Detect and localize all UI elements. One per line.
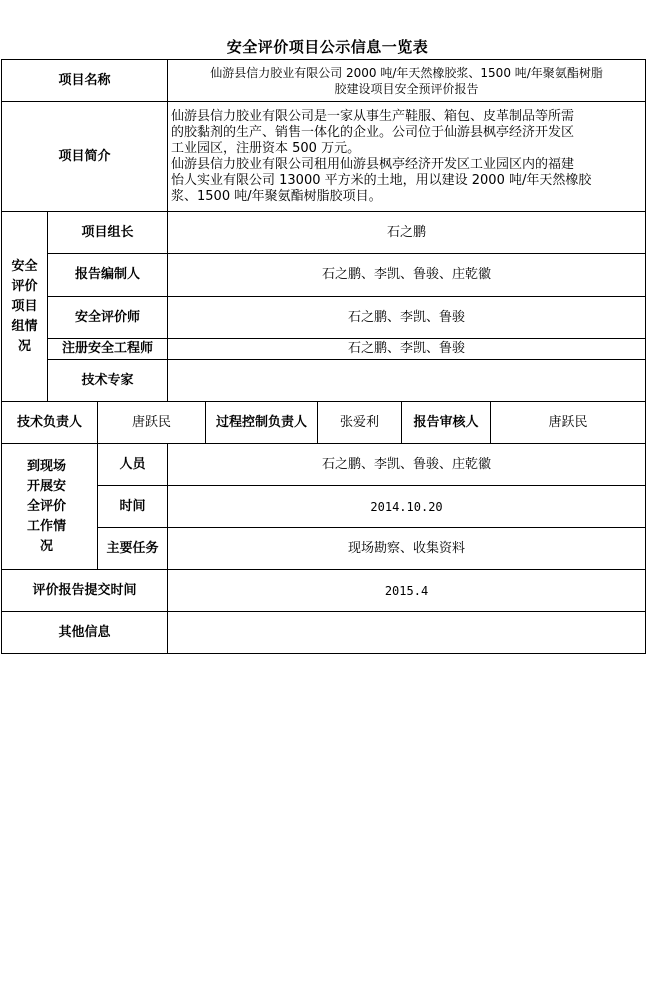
table-row: [2, 60, 646, 102]
site-task-label: 主要任务: [98, 528, 168, 570]
site-time-label: 时间: [98, 486, 168, 528]
project-name-value: [168, 60, 646, 102]
report-author-label: 报告编制人: [48, 254, 168, 297]
assessor-value: 石之鹏、李凯、鲁骏: [168, 297, 646, 339]
intro-line: 浆、1500 吨/年聚氨酯树脂胶项目。: [171, 188, 382, 204]
intro-line: 仙游县信力胶业有限公司是一家从事生产鞋服、箱包、皮革制品等所需: [171, 108, 575, 124]
assessor-label: 安全评价师: [48, 297, 168, 339]
project-intro-value: [168, 102, 646, 212]
info-table: [1, 59, 646, 654]
table-row: [2, 612, 646, 654]
project-name-line: 仙游县信力胶业有限公司 2000 吨/年天然橡胶浆、1500 吨/年聚氨酯树脂: [210, 65, 603, 80]
project-name-line: 胶建设项目安全预评价报告: [334, 81, 479, 96]
other-info-label: 其他信息: [2, 612, 168, 654]
safety-engineer-value: 石之鹏、李凯、鲁骏: [168, 339, 646, 360]
table-row: [2, 212, 646, 254]
tech-lead-label: 技术负责人: [2, 402, 98, 444]
intro-line: 工业园区，注册资本 500 万元。: [171, 140, 361, 156]
site-task-value: 现场勘察、收集资料: [168, 528, 646, 570]
table-row: [2, 444, 646, 486]
team-leader-label: 项目组长: [48, 212, 168, 254]
table-row: [2, 570, 646, 612]
site-staff-label: 人员: [98, 444, 168, 486]
tech-expert-value: [168, 360, 646, 402]
project-intro-label: 项目简介: [2, 102, 168, 212]
table-row: [2, 254, 646, 297]
reviewer-value: 唐跃民: [548, 414, 588, 430]
table-row: [2, 339, 646, 360]
table-row: [2, 360, 646, 402]
intro-line: 怡人实业有限公司 13000 平方米的土地，用以建设 2000 吨/年天然橡胶: [171, 172, 592, 188]
process-control-label: 过程控制负责人: [206, 402, 318, 444]
table-row: [2, 297, 646, 339]
safety-engineer-label: 注册安全工程师: [48, 339, 168, 360]
page-title: 安全评价项目公示信息一览表: [226, 38, 429, 56]
other-info-value: [168, 612, 646, 654]
submit-date-value: 2015.4: [168, 570, 646, 612]
tech-lead-value: 唐跃民: [98, 402, 206, 444]
site-time-value: 2014.10.20: [168, 486, 646, 528]
team-group-label: 安全 评价 项目 组情 况: [2, 212, 48, 402]
intro-line: 的胶黏剂的生产、销售一体化的企业。公司位于仙游县枫亭经济开发区: [171, 124, 575, 140]
table-row: [2, 486, 646, 528]
table-row: [2, 528, 646, 570]
intro-line: 仙游县信力胶业有限公司租用仙游县枫亭经济开发区工业园区内的福建: [171, 156, 575, 172]
review-cell: [402, 402, 646, 444]
tech-expert-label: 技术专家: [48, 360, 168, 402]
site-staff-value: 石之鹏、李凯、鲁骏、庄乾徽: [168, 444, 646, 486]
reviewer-label: 报告审核人: [402, 402, 491, 443]
table-row: [2, 402, 646, 444]
process-control-value: 张爱利: [318, 402, 402, 444]
team-leader-value: 石之鹏: [168, 212, 646, 254]
table-row: [2, 102, 646, 212]
submit-date-label: 评价报告提交时间: [2, 570, 168, 612]
project-name-label: 项目名称: [2, 60, 168, 102]
site-work-group-label: 到现场 开展安 全评价 工作情 况: [2, 444, 98, 570]
report-author-value: 石之鹏、李凯、鲁骏、庄乾徽: [168, 254, 646, 297]
